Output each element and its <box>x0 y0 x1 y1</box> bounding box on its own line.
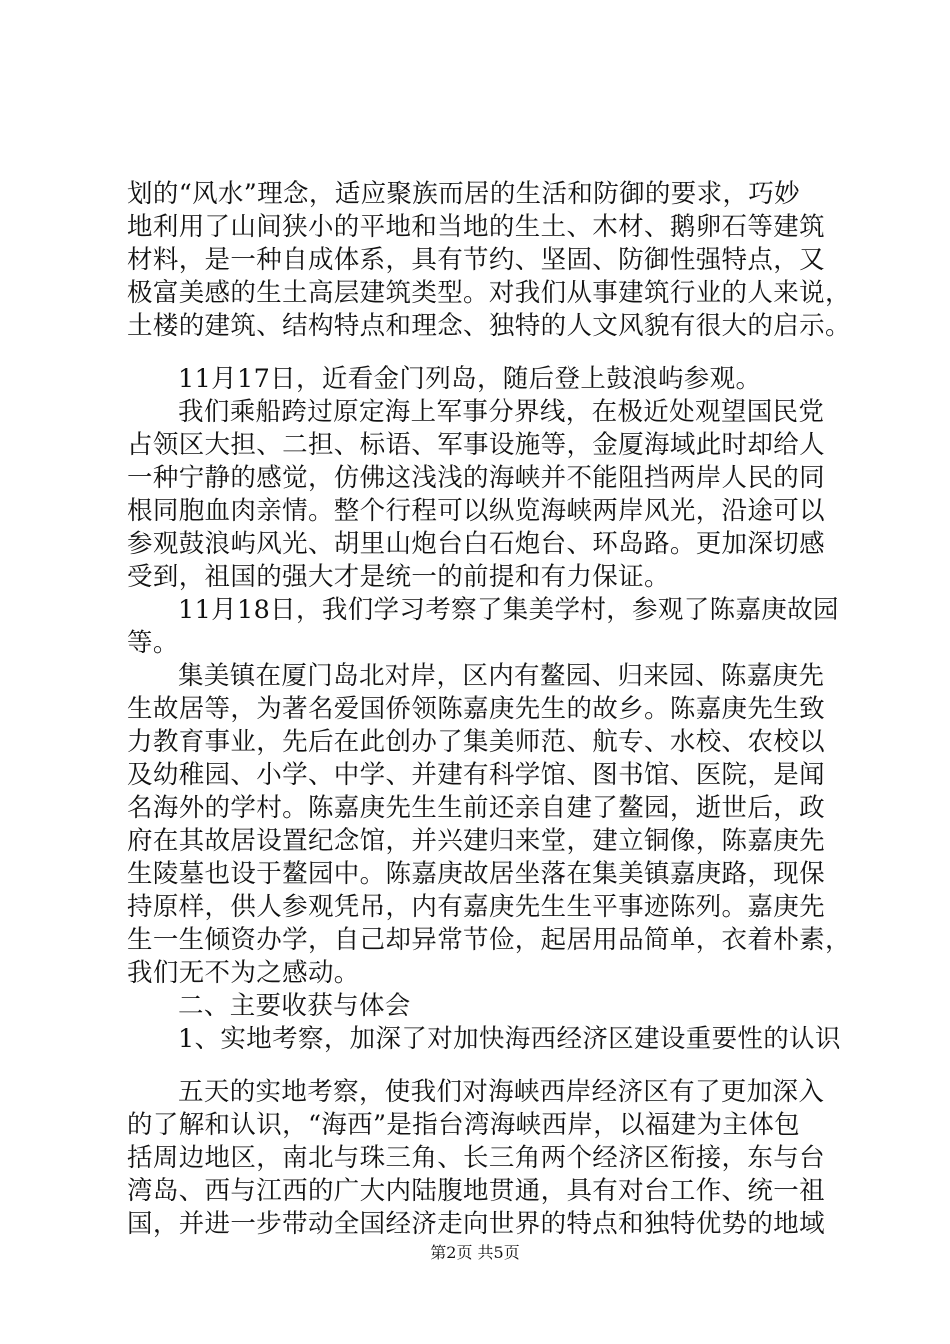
body-line-13: 11月18日，我们学习考察了集美学村，参观了陈嘉庚故园 <box>178 595 839 625</box>
body-line-24: 我们无不为之感动。 <box>127 958 360 988</box>
body-line-30: 湾岛、西与江西的广大内陆腹地贯通，具有对台工作、统一祖 <box>127 1176 825 1206</box>
body-line-23: 生一生倾资办学，自己却异常节俭，起居用品简单，衣着朴素， <box>127 925 851 955</box>
body-line-9: 一种宁静的感觉，仿佛这浅浅的海峡并不能阻挡两岸人民的同 <box>127 463 825 493</box>
body-line-2: 地利用了山间狭小的平地和当地的生土、木材、鹅卵石等建筑 <box>127 212 825 242</box>
body-line-28: 的了解和认识，“海西”是指台湾海峡西岸，以福建为主体包 <box>127 1110 801 1140</box>
section-heading: 二、主要收获与体会 <box>178 991 411 1021</box>
body-line-15: 集美镇在厦门岛北对岸，区内有鳌园、归来园、陈嘉庚先 <box>178 661 825 691</box>
body-line-1: 划的“风水”理念，适应聚族而居的生活和防御的要求，巧妙 <box>127 179 801 209</box>
body-line-16: 生故居等，为著名爱国侨领陈嘉庚先生的故乡。陈嘉庚先生致 <box>127 694 825 724</box>
body-line-22: 持原样，供人参观凭吊，内有嘉庚先生生平事迹陈列。嘉庚先 <box>127 892 825 922</box>
body-line-11: 参观鼓浪屿风光、胡里山炮台白石炮台、环岛路。更加深切感 <box>127 529 825 559</box>
body-line-6: 11月17日，近看金门列岛，随后登上鼓浪屿参观。 <box>178 364 762 394</box>
body-line-8: 占领区大担、二担、标语、军事设施等，金厦海域此时却给人 <box>127 430 825 460</box>
body-line-21: 生陵墓也设于鳌园中。陈嘉庚故居坐落在集美镇嘉庚路，现保 <box>127 859 825 889</box>
body-line-10: 根同胞血肉亲情。整个行程可以纵览海峡两岸风光，沿途可以 <box>127 496 825 526</box>
body-line-7: 我们乘船跨过原定海上军事分界线，在极近处观望国民党 <box>178 397 825 427</box>
body-line-27: 五天的实地考察，使我们对海峡西岸经济区有了更加深入 <box>178 1077 825 1107</box>
body-line-4: 极富美感的生土高层建筑类型。对我们从事建筑行业的人来说， <box>127 278 851 308</box>
body-line-20: 府在其故居设置纪念馆，并兴建归来堂，建立铜像，陈嘉庚先 <box>127 826 825 856</box>
body-line-31: 国，并进一步带动全国经济走向世界的特点和独特优势的地域 <box>127 1209 825 1239</box>
body-line-17: 力教育事业，先后在此创办了集美师范、航专、水校、农校以 <box>127 727 825 757</box>
body-line-5: 土楼的建筑、结构特点和理念、独特的人文风貌有很大的启示。 <box>127 311 851 341</box>
body-line-12: 受到，祖国的强大才是统一的前提和有力保证。 <box>127 562 670 592</box>
page-number-footer: 第2页 共5页 <box>430 1243 520 1262</box>
body-line-14: 等。 <box>127 628 179 658</box>
body-line-19: 名海外的学村。陈嘉庚先生生前还亲自建了鳌园，逝世后，政 <box>127 793 825 823</box>
subsection-heading: 1、实地考察，加深了对加快海西经济区建设重要性的认识 <box>178 1024 841 1054</box>
body-line-18: 及幼稚园、小学、中学、并建有科学馆、图书馆、医院，是闻 <box>127 760 825 790</box>
body-line-3: 材料，是一种自成体系，具有节约、坚固、防御性强特点，又 <box>127 245 825 275</box>
body-line-29: 括周边地区，南北与珠三角、长三角两个经济区衔接，东与台 <box>127 1143 825 1173</box>
